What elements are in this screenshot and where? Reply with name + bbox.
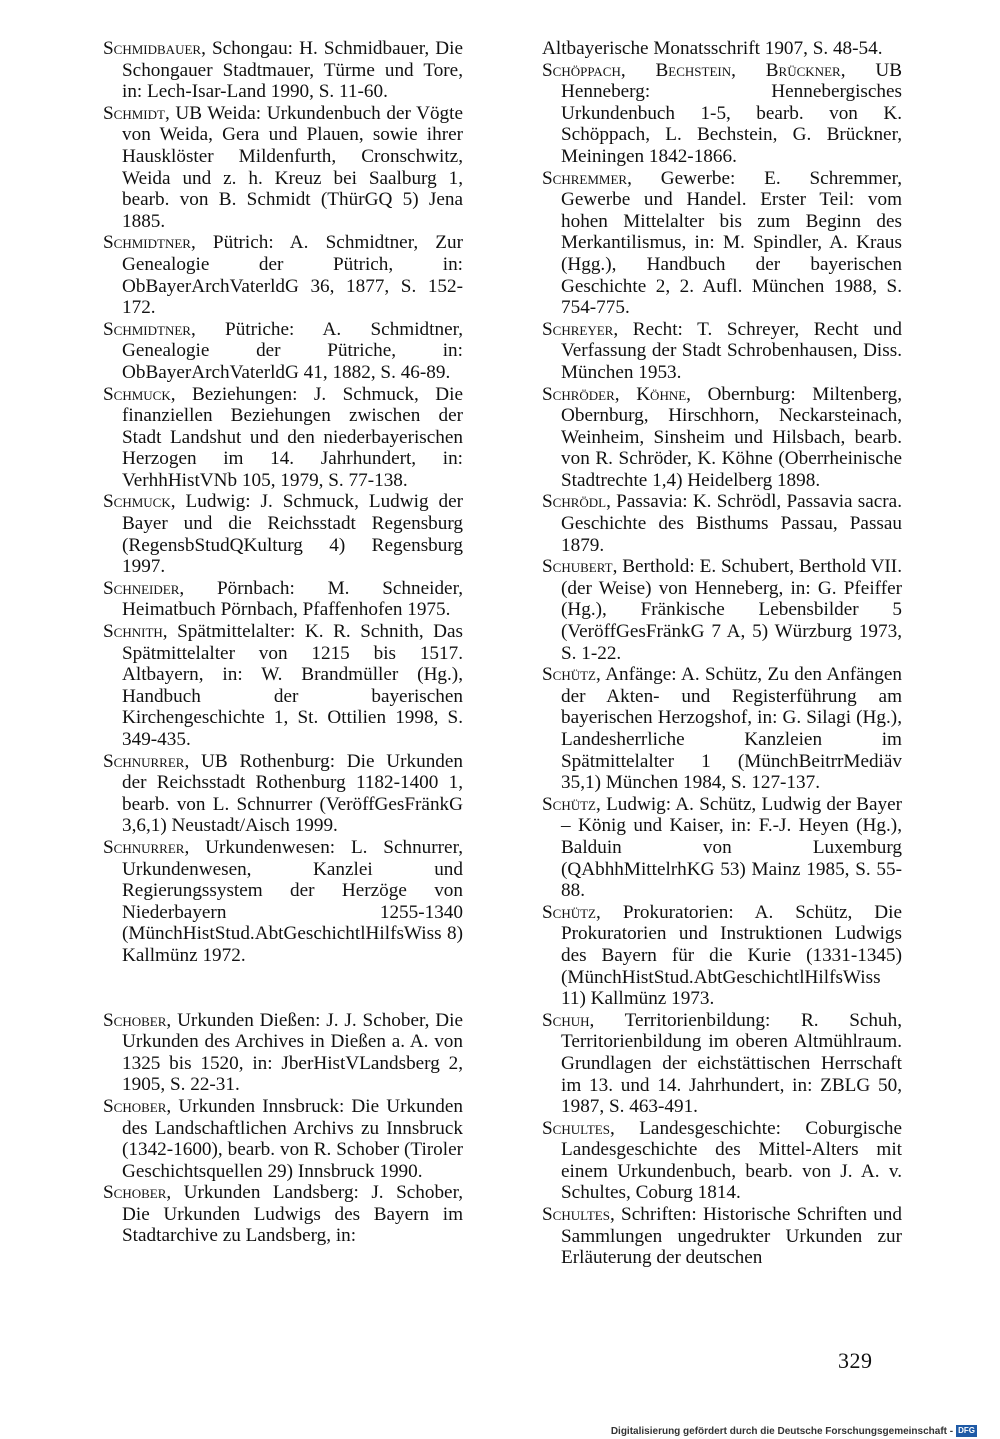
bibliography-entry: Schultes, Landesgeschichte: Coburgische Landesgeschichte des Mittel-Alters mit einem Urkundenbuch, bearb. von J. A. v. Schultes, Coburg 1814. (542, 1117, 902, 1204)
bibliography-entry: Schmuck, Ludwig: J. Schmuck, Ludwig der Bayer und die Reichsstadt Regensburg (RegensbStudQKulturg 4) Regensburg 1997. (103, 491, 463, 578)
bibliography-entry: Schmidt, UB Weida: Urkundenbuch der Vögte von Weida, Gera und Plauen, sowie ihrer Hausklöster Mildenfurth, Cronschwitz, Weida und z. h. Kreuz bei Saalburg 1, bearb. von B. Schmidt (ThürGQ 5) Jena 1885. (103, 102, 463, 232)
bibliography-entry: Schreyer, Recht: T. Schreyer, Recht und Verfassung der Stadt Schrobenhausen, Diss. München 1953. (542, 318, 902, 383)
bibliography-entry: Schöppach, Bechstein, Brückner, UB Henneberg: Hennebergisches Urkundenbuch 1-5, bearb. von K. Schöppach, L. Bechstein, G. Brückner, Meiningen 1842-1866. (542, 59, 902, 167)
right-column (542, 38, 902, 1269)
page-number: 329 (838, 1348, 873, 1373)
bibliography-entry: Schnurrer, Urkundenwesen: L. Schnurrer, Urkundenwesen, Kanzlei und Regierungssystem der Herzöge von Niederbayern 1255-1340 (MünchHistStud.AbtGeschichtlHilfsWiss 8) Kallmünz 1972. (103, 836, 463, 966)
bibliography-entry: Schütz, Prokuratorien: A. Schütz, Die Prokuratorien und Instruktionen Ludwigs des Bayern für die Kurie (1331-1345) (MünchHistStud.AbtGeschichtlHilfsWiss 11) Kallmünz 1973. (542, 901, 902, 1010)
bibliography-entry: Schober, Urkunden Innsbruck: Die Urkunden des Landschaftlichen Archivs zu Innsbruck (1342-1600), bearb. von R. Schober (Tiroler Geschichtsquellen 29) Innsbruck 1990. (103, 1095, 463, 1182)
bibliography-entry: Schubert, Berthold: E. Schubert, Berthold VII. (der Weise) von Henneberg, in: G. Pfeiffer (Hg.), Fränkische Lebensbilder 5 (VeröffGesFränkG 7 A, 5) Würzburg 1973, S. 1-22. (542, 556, 902, 664)
bibliography-entry: Schuh, Territorienbildung: R. Schuh, Territorienbildung im oberen Altmühlraum. Grundlagen der eichstättischen Herrschaft im 13. und 14. Jahrhundert, in: ZBLG 50, 1987, S. 463-491. (542, 1009, 902, 1118)
bibliography-entry: Schröder, Köhne, Obernburg: Miltenberg, Obernburg, Hirschhorn, Neckarsteinach, Weinheim, Sinsheim und Hilsbach, bearb. von R. Schröder, K. Köhne (Oberrheinische Stadtrechte 1,4) Heidelberg 1898. (542, 383, 902, 491)
bibliography-entry-continued: Altbayerische Monatsschrift 1907, S. 48-54. (542, 38, 883, 59)
bibliography-entry: Schütz, Anfänge: A. Schütz, Zu den Anfängen der Akten- und Registerführung am bayerischen Herzogshof, in: G. Silagi (Hg.), Landesherrliche Kanzleien im Spätmittelalter 1 (MünchBeitrrMediäv 35,1) München 1984, S. 127-137. (542, 664, 902, 794)
bibliography-entry: Schrödl, Passavia: K. Schrödl, Passavia sacra. Geschichte des Bisthums Passau, Passau 1879. (542, 491, 902, 556)
section-gap (103, 967, 463, 1010)
bibliography-entry: Schmidbauer, Schongau: H. Schmidbauer, Die Schongauer Stadtmauer, Türme und Tore, in: Lech-Isar-Land 1990, S. 11-60. (103, 38, 463, 103)
bibliography-entry: Schütz, Ludwig: A. Schütz, Ludwig der Bayer – König und Kaiser, in: F.-J. Heyen (Hg.), Balduin von Luxemburg (QAbhhMittelrhKG 53) Mainz 1985, S. 55-88. (542, 793, 902, 902)
bibliography-entry: Schnith, Spätmittelalter: K. R. Schnith, Das Spätmittelalter von 1215 bis 1517. Altbayern, in: W. Brandmüller (Hg.), Handbuch der bayerischen Kirchengeschichte 1, St. Ottilien 1998, S. 349-435. (103, 621, 463, 750)
bibliography-entry: Schneider, Pörnbach: M. Schneider, Heimatbuch Pörnbach, Pfaffenhofen 1975. (103, 577, 463, 621)
bibliography-entry: Schober, Urkunden Dießen: J. J. Schober, Die Urkunden des Archives in Dießen a. A. von 1325 bis 1520, in: JberHistVLandsberg 2, 1905, S. 22-31. (103, 1009, 463, 1096)
bibliography-entry: Schober, Urkunden Landsberg: J. Schober, Die Urkunden Ludwigs des Bayern im Stadtarchive zu Landsberg, in: (103, 1182, 463, 1247)
dfg-logo-icon: DFG (958, 1426, 975, 1435)
footer-credit (611, 1425, 977, 1437)
bibliography-entry: Schnurrer, UB Rothenburg: Die Urkunden der Reichsstadt Rothenburg 1182-1400 1, bearb. von L. Schnurrer (VeröffGesFränkG 3,6,1) Neustadt/Aisch 1999. (103, 750, 463, 837)
bibliography-entry: Schmidtner, Pütriche: A. Schmidtner, Genealogie der Pütriche, in: ObBayerArchVaterldG 41, 1882, S. 46-89. (103, 318, 463, 383)
bibliography-entry: Schmuck, Beziehungen: J. Schmuck, Die finanziellen Beziehungen zwischen der Stadt Landshut und den niederbayerischen Herzogen im 14. Jahrhundert, in: VerhhHistVNb 105, 1979, S. 77-138. (103, 383, 463, 491)
left-column (103, 38, 463, 1247)
bibliography-entry: Schremmer, Gewerbe: E. Schremmer, Gewerbe und Handel. Erster Teil: vom hohen Mittelalter bis zum Beginn des Merkantilismus, in: M. Spindler, A. Kraus (Hgg.), Handbuch der bayerischen Geschichte 2, 2. Aufl. München 1988, S. 754-775. (542, 167, 902, 319)
footer-text: Digitalisierung gefördert durch die Deutsche Forschungsgemeinschaft - (610, 1425, 954, 1437)
bibliography-entry: Schmidtner, Pütrich: A. Schmidtner, Zur Genealogie der Pütrich, in: ObBayerArchVaterldG 36, 1877, S. 152-172. (103, 232, 463, 319)
bibliography-entry: Schultes, Schriften: Historische Schriften und Sammlungen ungedrukter Urkunden zur Erläuterung der deutschen (542, 1204, 902, 1269)
